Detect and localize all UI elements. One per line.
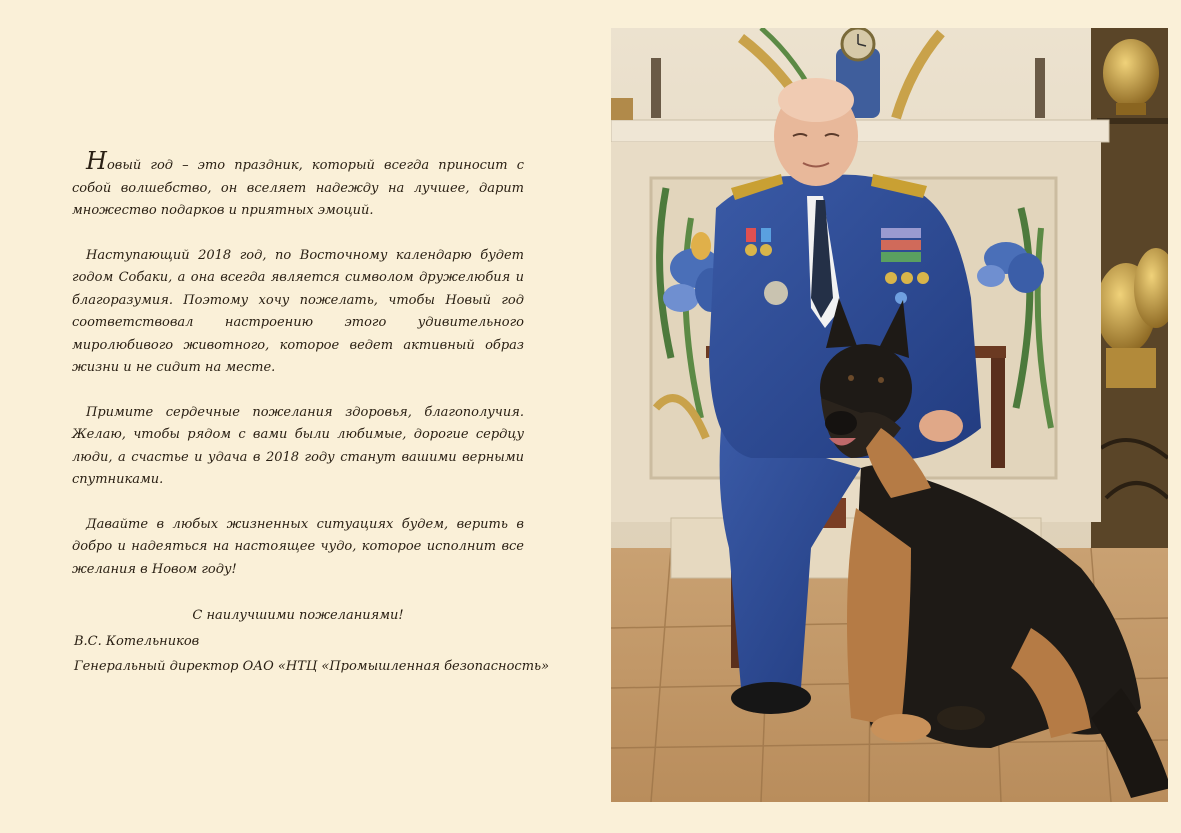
portrait-illustration <box>611 28 1168 802</box>
shoe <box>731 682 811 714</box>
paragraph-4: Давайте в любых жизненных ситуациях будем, верить в добро и надеяться на настоящее чудо, которое исполнит все желания в Новом году! <box>72 516 524 577</box>
samovar-top <box>1103 39 1159 107</box>
signer-title: Генеральный директор ОАО «НТЦ «Промышленная безопасность» <box>74 659 550 674</box>
paragraph-2: Наступающий 2018 год, по Восточному календарю будет годом Собаки, а она всегда является символом дружелюбия и благоразумия. Поэтому хочу пожелать, чтобы Новый год соответствовал настроению этого удивительного миролюбивого животного, которое ведет активный образ жизни и не сидит на месте. <box>72 247 524 375</box>
paragraph-1-text: овый год – это праздник, который всегда приносит с собой волшебство, он вселяет надежду на лучшее, дарит множество подарков и приятных эмоций. <box>72 158 524 218</box>
mantel <box>611 120 1109 142</box>
hand <box>919 410 963 442</box>
closing-greeting: С наилучшими пожеланиями! <box>192 608 404 623</box>
drop-cap: Н <box>86 147 107 175</box>
letter-body <box>72 147 524 603</box>
paragraph-1 <box>72 147 524 223</box>
portrait-photo <box>611 28 1168 802</box>
signer-name: В.С. Котельников <box>74 634 200 649</box>
paragraph-3: Примите сердечные пожелания здоровья, благополучия. Желаю, чтобы рядом с вами были любимые, дорогие сердцу люди, а счастье и удача в 2018 году станут вашими верными спутниками. <box>72 404 524 487</box>
